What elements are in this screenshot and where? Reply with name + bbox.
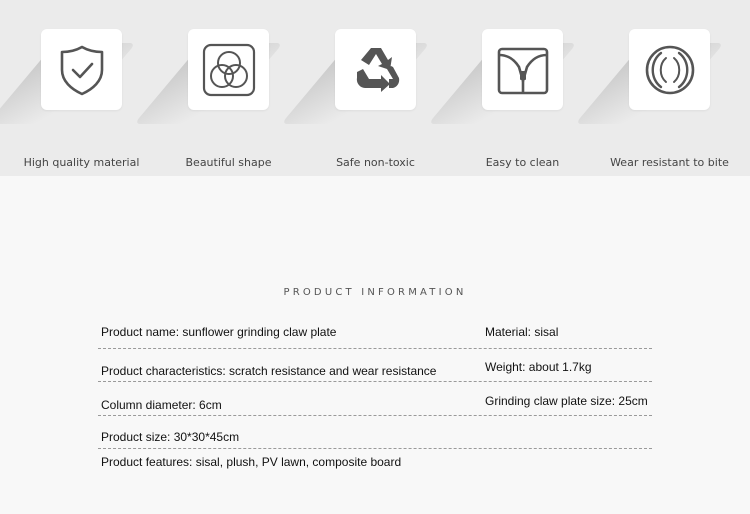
feature-label: High quality material bbox=[23, 156, 140, 169]
feature-beautiful-shape bbox=[155, 0, 302, 176]
features-band bbox=[0, 0, 750, 176]
material: Material: sisal bbox=[485, 325, 559, 339]
feature-label: Easy to clean bbox=[485, 156, 560, 169]
product-size: Product size: 30*30*45cm bbox=[101, 430, 240, 444]
plate-size: Grinding claw plate size: 25cm bbox=[485, 394, 648, 408]
product-features: Product features: sisal, plush, PV lawn, composite board bbox=[101, 455, 402, 469]
zipper-jacket-icon bbox=[482, 29, 563, 110]
ring-circle-icon bbox=[629, 29, 710, 110]
weight: Weight: about 1.7kg bbox=[485, 360, 592, 374]
feature-label: Safe non-toxic bbox=[336, 156, 415, 169]
divider bbox=[98, 415, 652, 416]
product-characteristics: Product characteristics: scratch resistance and wear resistance bbox=[101, 364, 437, 378]
feature-safe-non-toxic bbox=[302, 0, 449, 176]
recycle-icon bbox=[335, 29, 416, 110]
column-diameter: Column diameter: 6cm bbox=[101, 398, 222, 412]
feature-wear-resistant bbox=[596, 0, 743, 176]
divider bbox=[98, 348, 652, 349]
feature-label: Beautiful shape bbox=[185, 156, 272, 169]
overlapping-circles-icon bbox=[188, 29, 269, 110]
section-heading: PRODUCT INFORMATION bbox=[283, 287, 467, 298]
feature-label: Wear resistant to bite bbox=[610, 156, 729, 169]
product-name: Product name: sunflower grinding claw plate bbox=[101, 325, 337, 339]
shield-check-icon bbox=[41, 29, 122, 110]
feature-easy-to-clean bbox=[449, 0, 596, 176]
divider bbox=[98, 381, 652, 382]
divider bbox=[98, 448, 652, 449]
feature-high-quality bbox=[8, 0, 155, 176]
